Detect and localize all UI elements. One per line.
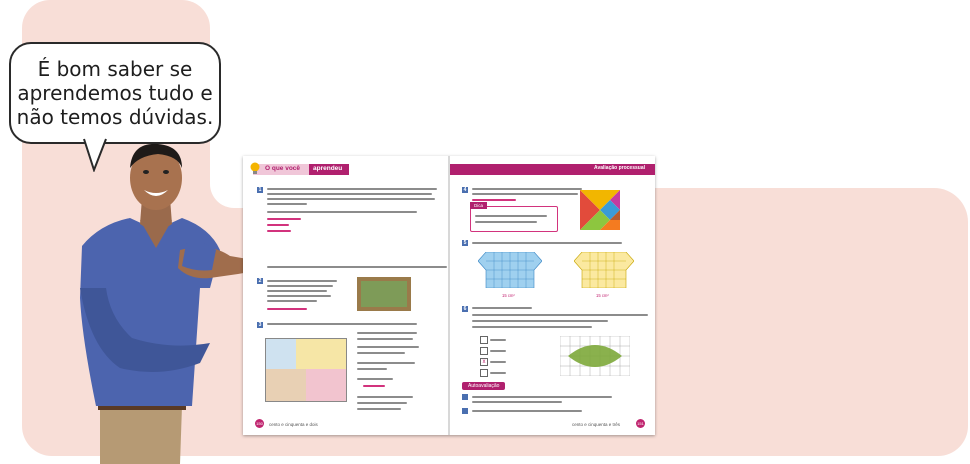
left-page — [243, 156, 448, 435]
self-eval-label: Autoavaliação — [462, 382, 505, 390]
area-answer-a: 15 cm² — [502, 293, 515, 298]
grid-shape-b — [574, 252, 634, 288]
question-number: 2 — [258, 278, 262, 284]
speech-text: É bom saber se aprendemos tudo e não temos dúvidas. — [16, 57, 214, 129]
question-number: 6 — [463, 306, 467, 312]
page-number-right: 151 — [637, 421, 644, 426]
question-number: 1 — [258, 187, 262, 193]
checklist-icon — [462, 408, 468, 414]
section-header-highlight: aprendeu — [313, 165, 343, 172]
question-number: 4 — [463, 187, 467, 193]
question-number: 3 — [258, 322, 262, 328]
page-number-left: 150 — [256, 421, 263, 426]
tangram-figure — [580, 190, 620, 230]
leaf-grid-figure — [560, 336, 630, 376]
tip-label: Dica — [470, 202, 487, 209]
tip-box — [470, 203, 558, 232]
question-number: 5 — [463, 240, 467, 246]
speech-bubble — [9, 42, 221, 144]
area-answer-b: 15 cm² — [596, 293, 609, 298]
option-checkbox — [480, 347, 488, 355]
option-checkbox-checked: x — [480, 358, 488, 366]
grid-shape-a — [478, 252, 542, 288]
option-checkbox — [480, 336, 488, 344]
right-header-label: Avaliação processual — [594, 165, 645, 171]
option-checkbox — [480, 369, 488, 377]
section-header-prefix: O que você — [265, 165, 301, 172]
floor-plan — [265, 338, 347, 402]
right-page — [450, 156, 655, 435]
checklist-icon — [462, 394, 468, 400]
bulb-icon — [249, 161, 261, 175]
textbook-spread — [243, 156, 655, 435]
footer-text-right: cento e cinquenta e três — [572, 422, 621, 427]
painting-image — [357, 277, 411, 311]
footer-text-left: cento e cinquenta e dois — [269, 422, 318, 427]
